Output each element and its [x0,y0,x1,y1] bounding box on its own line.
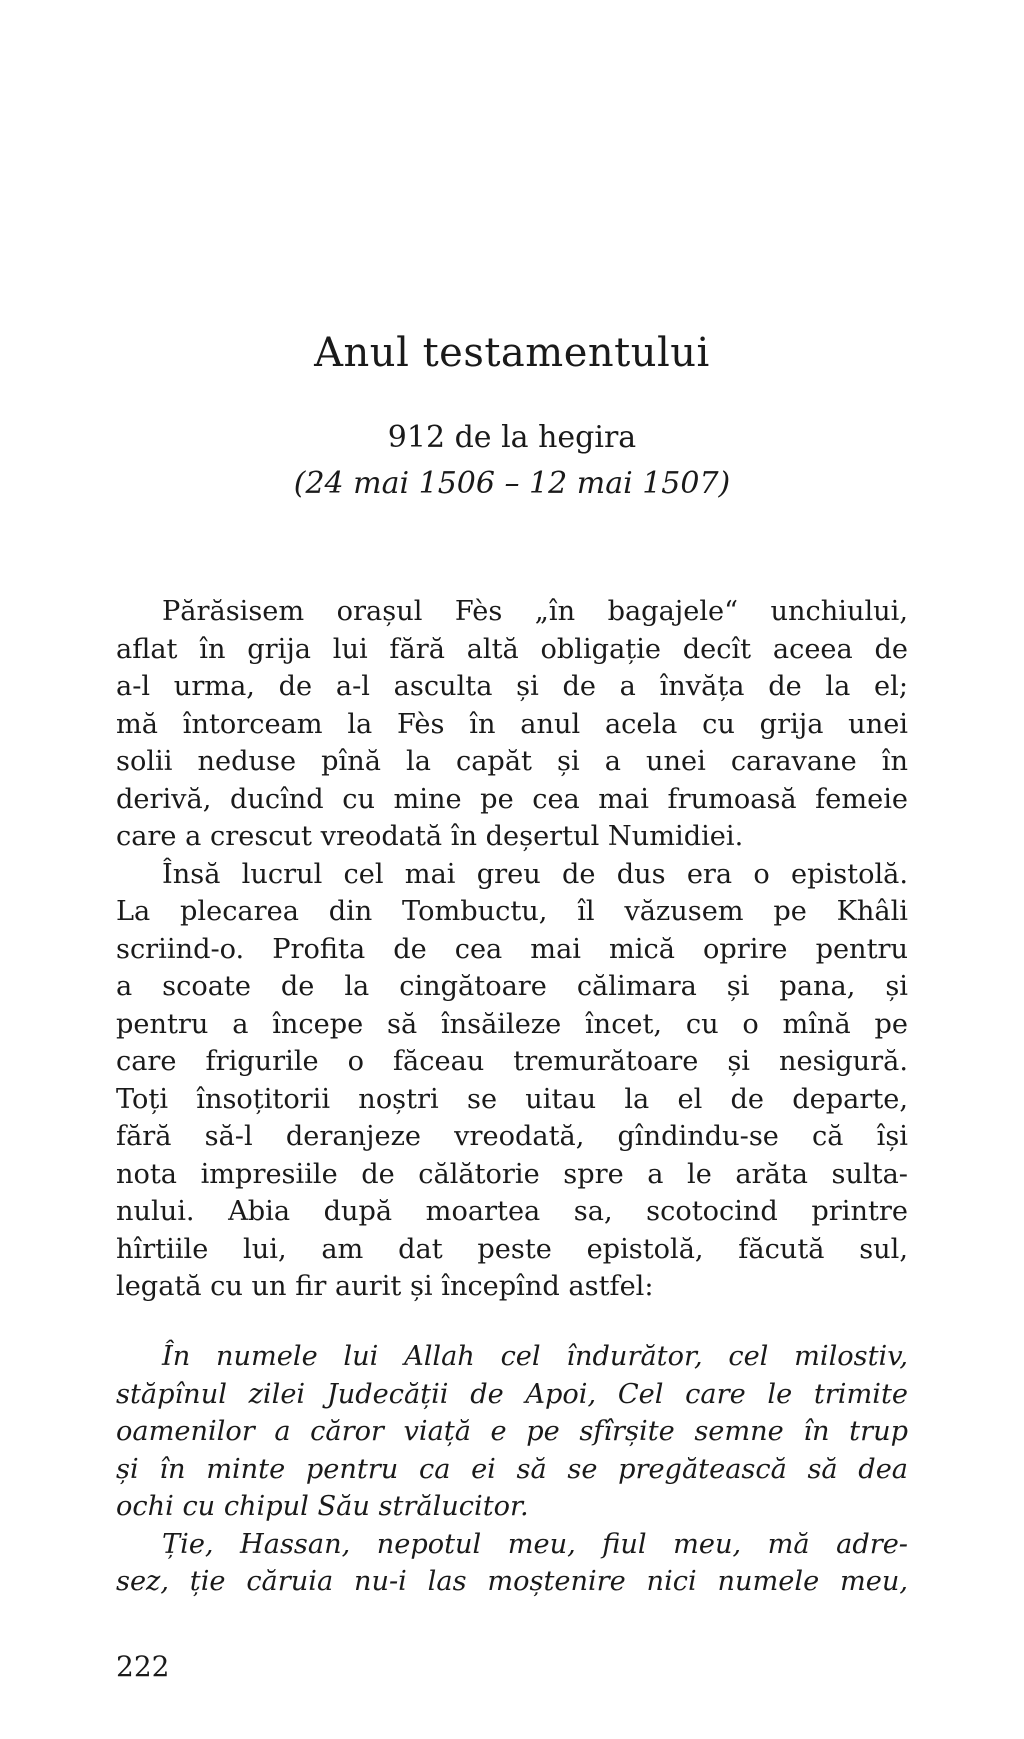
text-line: fără să-l deranjeze vreodată, gîndindu-se că își [116,1121,908,1152]
text-line: legată cu un fir aurit și începînd astfel: [116,1271,654,1302]
text-line: pentru a începe să însăileze încet, cu o mînă pe [116,1008,908,1040]
letter-line: stăpînul zilei Judecății de Apoi, Cel care le trimite [116,1378,908,1410]
text-line: scriind-o. Profita de cea mai mică oprire pentru [116,933,908,965]
paragraph-2 [116,856,908,1306]
letter-line: ochi cu chipul Său strălucitor. [116,1491,529,1522]
letter-text [116,1338,908,1601]
letter-paragraph-2 [116,1526,908,1601]
text-line: hîrtiile lui, am dat peste epistolă, făcută sul, [116,1233,908,1265]
text-line: derivă, ducînd cu mine pe cea mai frumoasă femeie [116,783,908,815]
text-line: solii neduse pînă la capăt și a unei caravane în [116,746,908,777]
text-line: Însă lucrul cel mai greu de dus era o epistolă. [162,858,908,890]
text-line: Toți însoțitorii noștri se uitau la el de departe, [116,1083,908,1115]
chapter-subtitle-dates: (24 mai 1506 – 12 mai 1507) [293,466,731,501]
text-line: nului. Abia după moartea sa, scotocind printre [116,1196,908,1227]
letter-paragraph-1 [116,1338,908,1526]
text-line: a-l urma, de a-l asculta și de a învăța de la el; [116,671,908,702]
text-line: La plecarea din Tombuctu, îl văzusem pe Khâli [116,896,908,927]
letter-line: și în minte pentru ca ei să se pregătească să dea [116,1453,908,1485]
text-line: mă întorceam la Fès în anul acela cu grija unei [116,708,908,740]
letter-line: oamenilor a căror viață e pe sfîrșite semne în trup [116,1416,908,1447]
text-line: Părăsisem orașul Fès „în bagajele“ unchiului, [162,596,908,627]
letter-line: Ție, Hassan, nepotul meu, fiul meu, mă adre- [162,1528,908,1560]
text-line: a scoate de la cingătoare călimara și pana, și [116,971,908,1002]
chapter-subtitle-hegira: 912 de la hegira [387,420,637,455]
text-line: care a crescut vreodată în deșertul Numidiei. [116,821,744,852]
paragraph-1 [116,593,908,856]
body-text [116,593,908,1306]
page-number: 222 [116,1650,170,1683]
text-line: aflat în grija lui fără altă obligație decît aceea de [116,633,908,665]
chapter-title: Anul testamentului [314,330,710,376]
letter-line: În numele lui Allah cel îndurător, cel milostiv, [162,1341,908,1372]
text-line: nota impresiile de călătorie spre a le arăta sulta- [116,1158,908,1190]
text-line: care frigurile o făceau tremurătoare și nesigură. [116,1046,908,1077]
letter-line: sez, ție căruia nu-i las moștenire nici numele meu, [116,1566,908,1597]
